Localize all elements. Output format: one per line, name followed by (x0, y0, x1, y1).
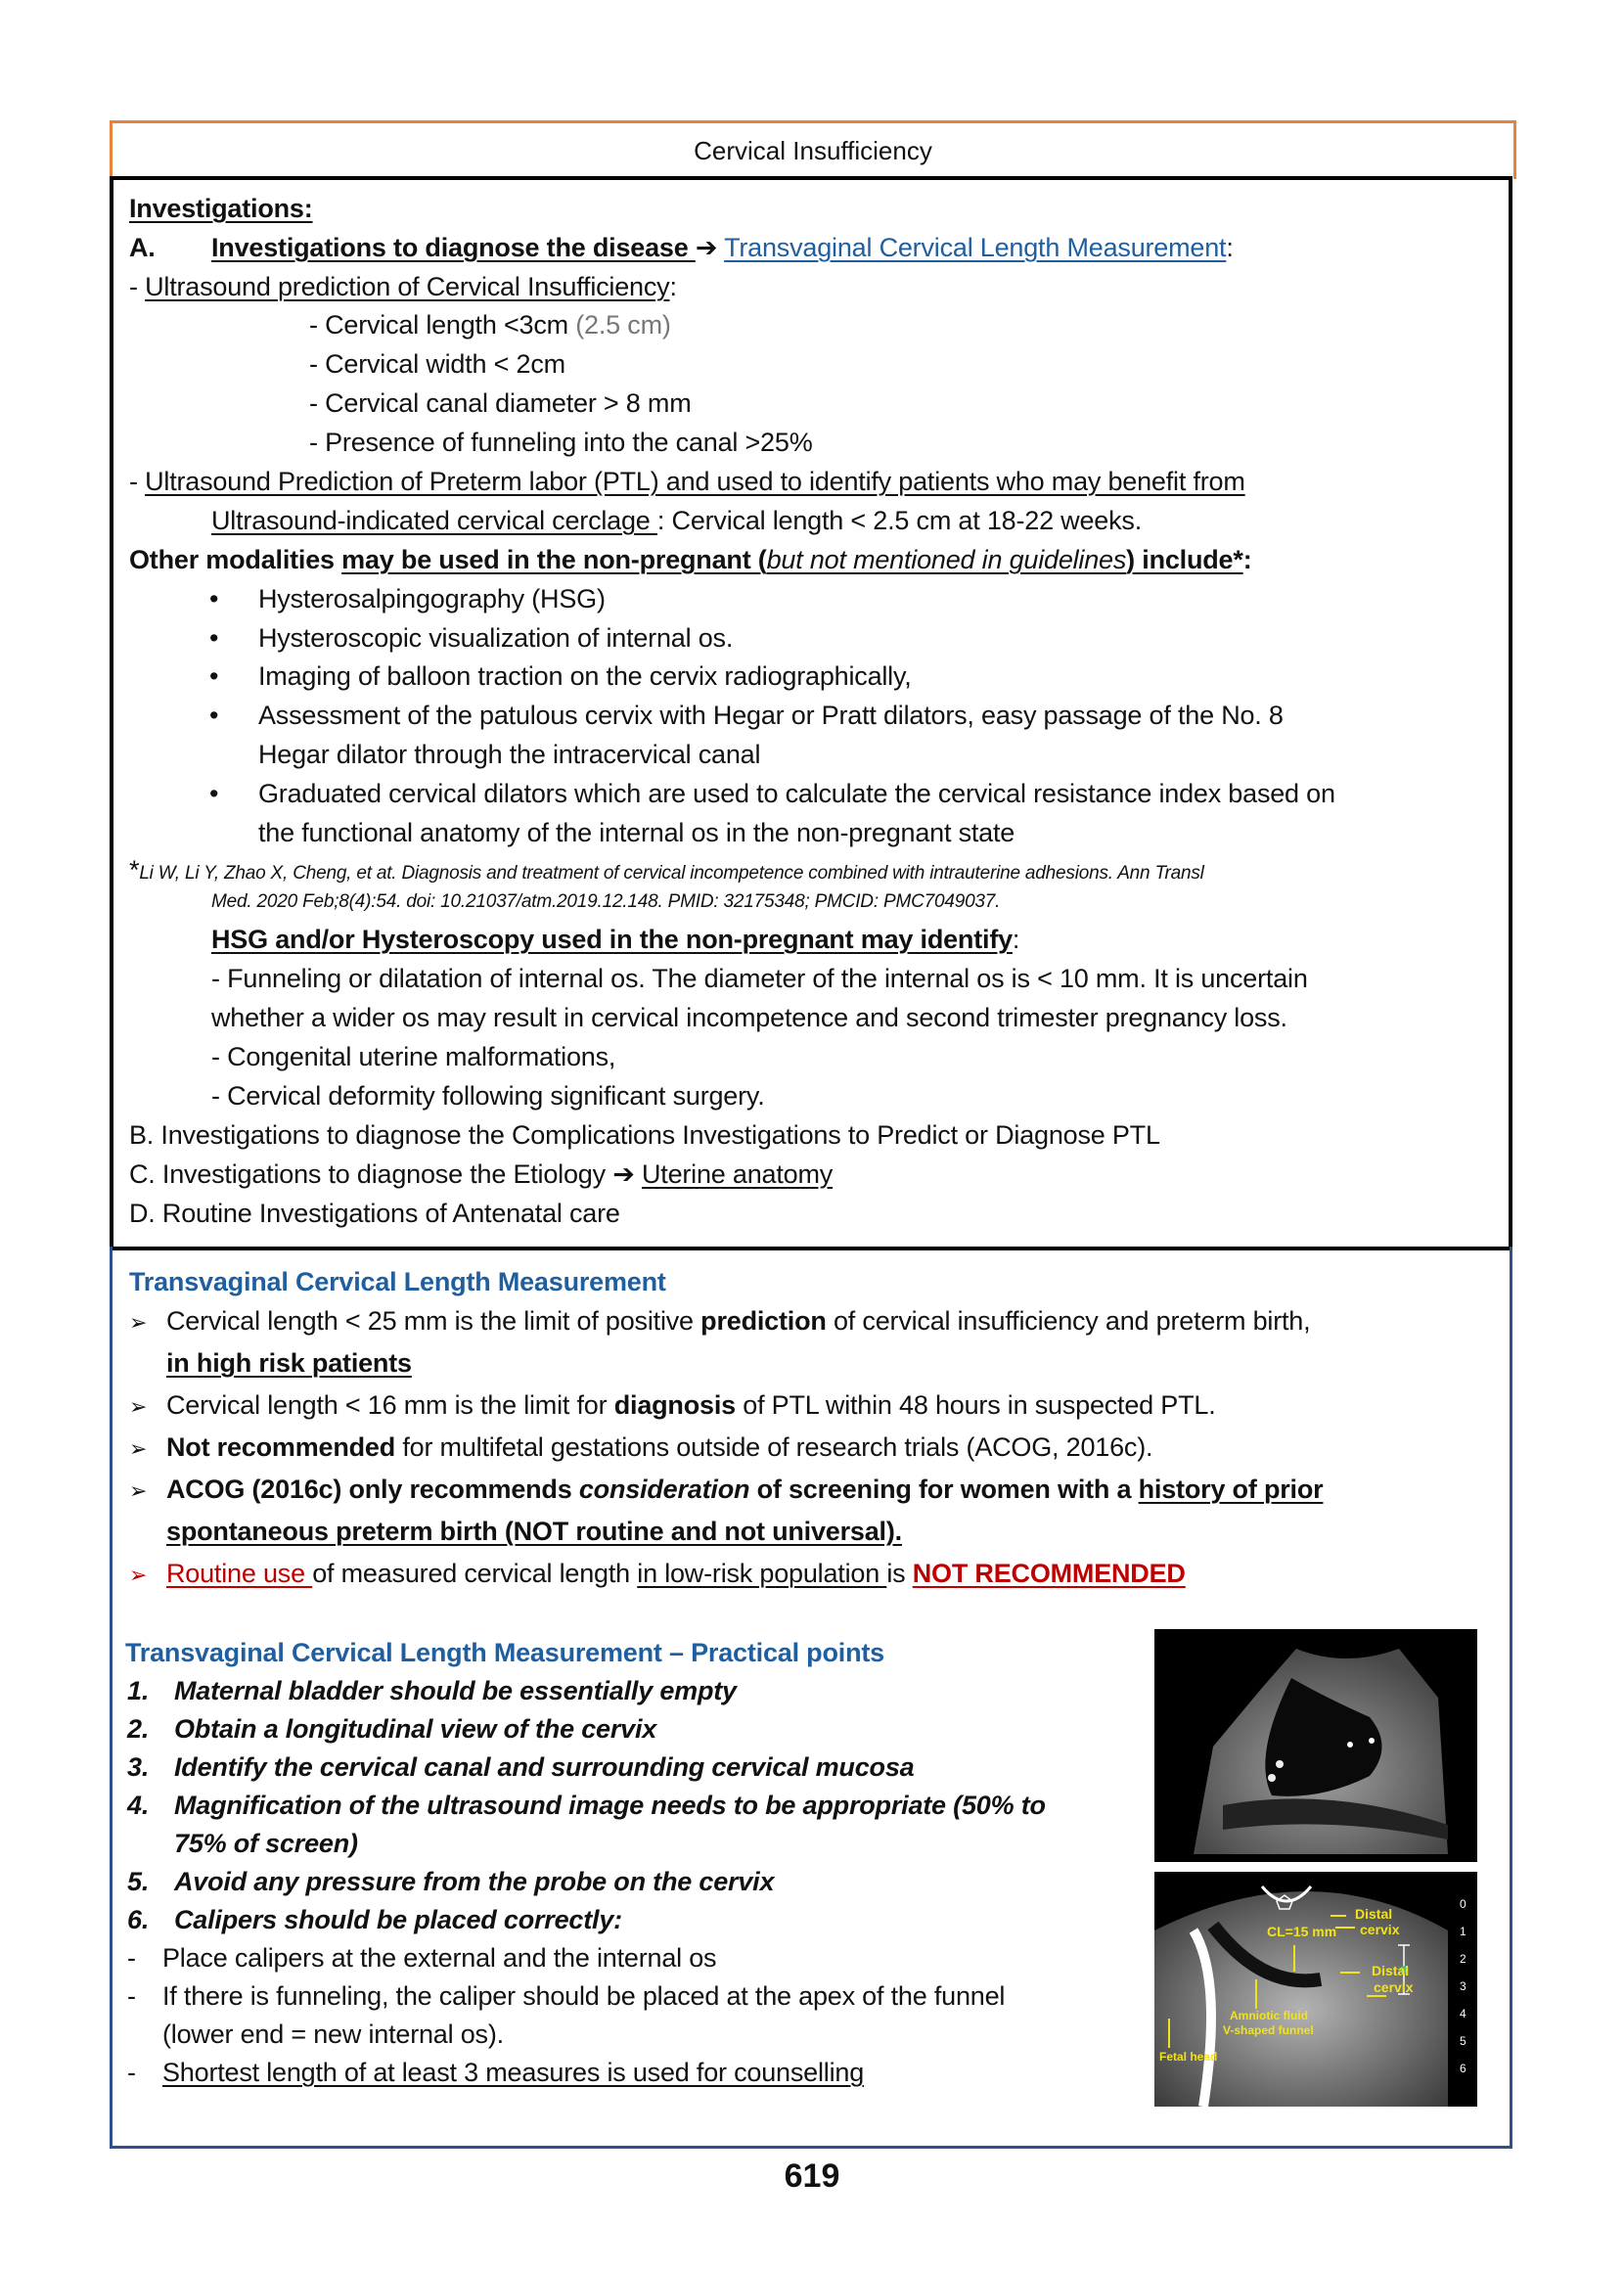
citation-text: Li W, Li Y, Zhao X, Cheng, et at. Diagnosis and treatment of cervical incompetence combined with intrauterine adhesions. Ann Transl (139, 863, 1204, 884)
tvcl-underline: history of prior (1138, 1475, 1324, 1504)
practical-heading: Transvaginal Cervical Length Measurement – Practical points (125, 1638, 884, 1667)
step-text: Calipers should be placed correctly: (174, 1905, 622, 1934)
other-item (209, 657, 912, 696)
practical-step (127, 1786, 1046, 1825)
arrowhead-bullet-icon: ➢ (129, 1478, 148, 1503)
cervix-label: cervix (1374, 1979, 1414, 1995)
cl-measure-label: CL=15 mm (1267, 1924, 1337, 1939)
ptl-line-2 (211, 501, 1142, 540)
tvcl-point (129, 1385, 1216, 1427)
tvcl-point (129, 1470, 1323, 1511)
tvcl-text: is (886, 1559, 913, 1588)
colon: : (1012, 925, 1020, 954)
tvcl-point-cont: in high risk patients (166, 1348, 412, 1378)
us-ci-heading-line (129, 267, 677, 306)
bullet-icon: • (209, 661, 219, 691)
tvcl-heading: Transvaginal Cervical Length Measurement (129, 1267, 666, 1296)
routine-use: Routine use (166, 1559, 313, 1588)
fetal-head-label: Fetal head (1159, 2050, 1218, 2064)
bullet-icon: • (209, 584, 219, 613)
practical-step-cont (127, 1824, 358, 1863)
tvcl-link[interactable]: Transvaginal Cervical Length Measurement (724, 233, 1227, 262)
distal-label: Distal (1355, 1906, 1393, 1922)
page-number: 619 (784, 2157, 840, 2195)
step-text: Obtain a longitudinal view of the cervix (174, 1714, 657, 1744)
dash: - (129, 272, 146, 301)
us-ci-item: - Cervical width < 2cm (309, 349, 565, 379)
tvcl-text: Cervical length < 16 mm is the limit for (166, 1390, 614, 1420)
ultrasound-scan-graphic (1154, 1629, 1477, 1862)
tvcl-text: of cervical insufficiency and preterm birth, (826, 1306, 1311, 1336)
citation-line-1 (129, 855, 1204, 888)
practical-step (127, 1748, 914, 1787)
us-ci-item: - Cervical canal diameter > 8 mm (309, 388, 692, 418)
practical-step (127, 1862, 774, 1901)
other-item (209, 774, 1335, 813)
other-item (209, 579, 606, 618)
cervix-label: cervix (1360, 1922, 1400, 1937)
depth-scale-tick: 6 (1460, 2062, 1466, 2075)
tvcl-text: of measured cervical length (312, 1559, 638, 1588)
ultrasound-image-1 (1154, 1629, 1477, 1862)
caliper-text: Shortest length of at least 3 measures is used for counselling (162, 2058, 865, 2087)
caliper-item (127, 1976, 1005, 2016)
practical-step (127, 1900, 622, 1939)
caliper-text: If there is funneling, the caliper should be placed at the apex of the funnel (162, 1981, 1006, 2011)
arrow-right-icon: ➔ (695, 233, 718, 262)
bullet-icon: • (209, 623, 219, 653)
depth-scale-tick: 0 (1460, 1897, 1466, 1911)
step-text: Maternal bladder should be essentially empty (174, 1676, 737, 1705)
step-text: Magnification of the ultrasound image needs to be appropriate (50% to (174, 1791, 1046, 1820)
hsg-heading-line (211, 920, 1019, 959)
step-text: Identify the cervical canal and surrounding cervical mucosa (174, 1752, 915, 1782)
section-a-text: Investigations to diagnose the disease (211, 233, 696, 262)
investigations-heading: Investigations: (129, 194, 313, 223)
other-modalities-label: Other modalities (129, 545, 342, 574)
dash: - (129, 467, 146, 496)
step-num: 4. (127, 1791, 150, 1820)
us-ci-item-note: (2.5 cm) (575, 310, 671, 340)
other-item-text: Imaging of balloon traction on the cervix radiographically, (258, 661, 912, 691)
other-item-text: Graduated cervical dilators which are used to calculate the cervical resistance index based on (258, 779, 1335, 808)
funnel-label: V-shaped funnel (1223, 2023, 1314, 2037)
distal-label: Distal (1372, 1963, 1410, 1978)
tvcl-text: ACOG (2016c) only recommends (166, 1475, 579, 1504)
amniotic-fluid-label: Amniotic fluid (1230, 2009, 1308, 2022)
colon: : (1226, 233, 1234, 262)
step-num: 1. (127, 1676, 150, 1705)
page-title-box (110, 120, 1516, 179)
section-a (129, 228, 1234, 267)
cerclage-text: Ultrasound-indicated cervical cerclage (211, 506, 657, 535)
us-ci-item: - Presence of funneling into the canal >25% (309, 428, 813, 457)
section-d: D. Routine Investigations of Antenatal care (129, 1199, 620, 1228)
other-item-cont: the functional anatomy of the internal os in the non-pregnant state (258, 818, 1015, 847)
section-b: B. Investigations to diagnose the Complications Investigations to Predict or Diagnose PTL (129, 1120, 1160, 1150)
arrowhead-bullet-icon: ➢ (129, 1563, 148, 1587)
colon: : (1242, 545, 1252, 574)
ptl-line-1 (129, 462, 1245, 501)
step-num: 2. (127, 1714, 150, 1744)
other-modalities-italic: but not mentioned in guidelines (766, 545, 1127, 574)
caliper-item-cont (127, 2015, 504, 2054)
depth-scale-tick: 5 (1460, 2034, 1466, 2048)
ultrasound-image-2 (1154, 1872, 1477, 2107)
tvcl-bold: Not recommended (166, 1432, 396, 1462)
us-ci-heading: Ultrasound prediction of Cervical Insufficiency (145, 272, 670, 301)
practical-step (127, 1671, 737, 1710)
other-item-text: Assessment of the patulous cervix with Hegar or Pratt dilators, easy passage of the No. 8 (258, 701, 1284, 730)
hsg-item: - Cervical deformity following significant surgery. (211, 1081, 765, 1111)
hsg-item: - Funneling or dilatation of internal os. The diameter of the internal os is < 10 mm. It is uncertain (211, 964, 1308, 993)
tvcl-text: for multifetal gestations outside of research trials (ACOG, 2016c). (395, 1432, 1153, 1462)
step-text: 75% of screen) (174, 1829, 358, 1858)
dash: - (127, 2058, 136, 2087)
bullet-icon: • (209, 701, 219, 730)
other-item-text: Hysterosalpingography (HSG) (258, 584, 606, 613)
arrowhead-bullet-icon: ➢ (129, 1394, 148, 1419)
tvcl-bold: prediction (700, 1306, 827, 1336)
tvcl-text: Cervical length < 25 mm is the limit of positive (166, 1306, 701, 1336)
other-item-cont: Hegar dilator through the intracervical canal (258, 740, 761, 769)
other-item (209, 696, 1284, 735)
section-a-label: A. (129, 233, 156, 262)
tvcl-bold: diagnosis (613, 1390, 736, 1420)
section-c (129, 1155, 833, 1194)
citation-line-2: Med. 2020 Feb;8(4):54. doi: 10.21037/atm.2019.12.148. PMID: 32175348; PMCID: PMC7049037. (211, 891, 1001, 912)
section-c-text: C. Investigations to diagnose the Etiology (129, 1159, 613, 1189)
us-ci-item-text: - Cervical length <3cm (309, 310, 576, 340)
other-modalities-u2: ) include* (1126, 545, 1243, 574)
tvcl-italic: consideration (578, 1475, 750, 1504)
not-recommended-badge: NOT RECOMMENDED (912, 1559, 1186, 1588)
tvcl-text: of screening for women with a (749, 1475, 1139, 1504)
other-modalities-heading (129, 540, 1251, 579)
us-ci-item (309, 305, 671, 344)
cerclage-criteria: : Cervical length < 2.5 cm at 18-22 weeks. (656, 506, 1143, 535)
tvcl-point (129, 1301, 1310, 1342)
colon: : (669, 272, 677, 301)
arrow-right-icon: ➔ (612, 1159, 635, 1189)
dash: - (127, 1981, 136, 2011)
depth-scale-tick: 4 (1460, 2007, 1466, 2020)
dash: - (127, 1943, 136, 1973)
low-risk-text: in low-risk population (637, 1559, 887, 1588)
depth-scale-tick: 3 (1460, 1979, 1466, 1993)
uterine-anatomy-link: Uterine anatomy (641, 1159, 834, 1189)
other-item-text: Hysteroscopic visualization of internal os. (258, 623, 734, 653)
depth-scale-tick: 1 (1460, 1925, 1466, 1938)
page-title: Cervical Insufficiency (694, 136, 932, 165)
other-modalities-u1: may be used in the non-pregnant ( (341, 545, 767, 574)
caliper-text: (lower end = new internal os). (162, 2020, 504, 2049)
bullet-icon: • (209, 779, 219, 808)
step-num: 5. (127, 1867, 150, 1896)
step-num: 3. (127, 1752, 150, 1782)
ultrasound-annotated-graphic (1154, 1872, 1477, 2107)
hsg-item: whether a wider os may result in cervical incompetence and second trimester pregnancy loss. (211, 1003, 1287, 1032)
depth-scale-tick: 2 (1460, 1952, 1466, 1966)
caliper-item (127, 2053, 864, 2092)
step-text: Avoid any pressure from the probe on the cervix (174, 1867, 775, 1896)
arrowhead-bullet-icon: ➢ (129, 1436, 148, 1461)
tvcl-text: of PTL within 48 hours in suspected PTL. (735, 1390, 1216, 1420)
caliper-text: Place calipers at the external and the internal os (162, 1943, 717, 1973)
tvcl-point (129, 1428, 1152, 1469)
step-num: 6. (127, 1905, 150, 1934)
tvcl-point-cont: spontaneous preterm birth (NOT routine and not universal). (166, 1517, 902, 1546)
caliper-item (127, 1938, 716, 1977)
hsg-heading: HSG and/or Hysteroscopy used in the non-pregnant may identify (211, 925, 1013, 954)
practical-step (127, 1709, 656, 1748)
tvcl-point-warning (129, 1554, 1186, 1595)
citation-star: * (129, 855, 140, 885)
arrowhead-bullet-icon: ➢ (129, 1310, 148, 1335)
other-item (209, 618, 733, 658)
hsg-item: - Congenital uterine malformations, (211, 1042, 616, 1071)
ptl-text: Ultrasound Prediction of Preterm labor (PTL) and used to identify patients who may benefit from (145, 467, 1245, 496)
